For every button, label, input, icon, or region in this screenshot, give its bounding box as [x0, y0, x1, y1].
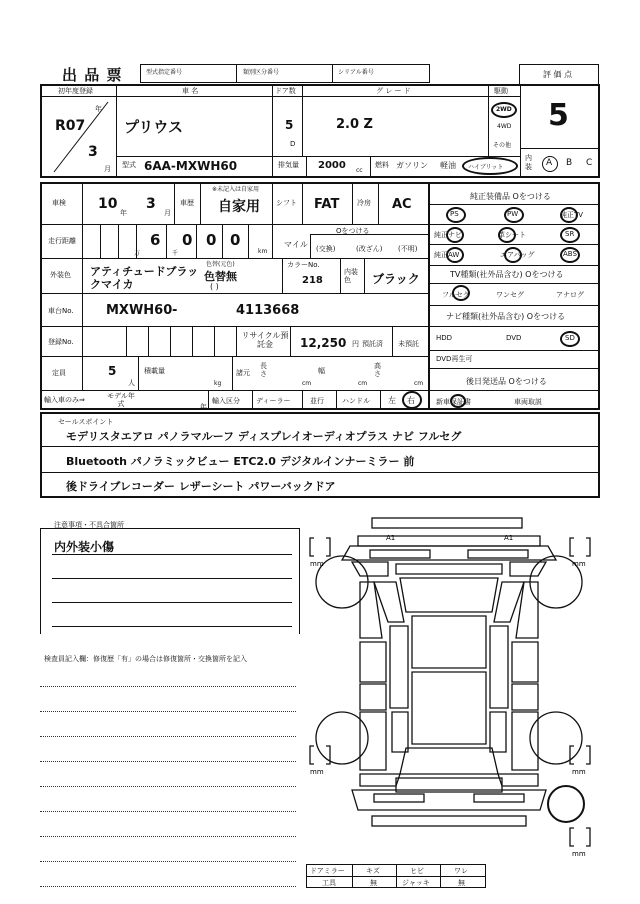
mileage-digit-6: 0	[230, 231, 241, 249]
import-dealer: ディーラー	[256, 397, 291, 405]
doors-label: ドア数	[275, 87, 296, 95]
model-value: 6AA-MXWH60	[144, 159, 238, 173]
height-label: 高さ	[374, 362, 381, 378]
mileage-digit-5: 0	[206, 231, 217, 249]
inspection-month: 3	[146, 196, 156, 212]
interior-label: 内装	[525, 154, 532, 171]
car-name-label: 車 名	[182, 87, 199, 95]
interior-color-value: ブラック	[372, 272, 420, 286]
dims-label: 諸元	[236, 369, 250, 377]
color-change-paren: ( )	[210, 282, 219, 291]
handle-right: 右	[407, 396, 415, 405]
registration-label: 登録No.	[48, 338, 74, 346]
color-original-label: 色替(元色)	[206, 261, 235, 268]
import-parallel: 並行	[310, 397, 324, 405]
tv-fullseg: フルセグ	[442, 291, 470, 299]
drive-2wd: 2WD	[496, 106, 512, 113]
displacement-value: 2000	[318, 160, 346, 171]
sales-points-label: セールスポイント	[58, 418, 114, 426]
drive-label: 駆動	[494, 87, 508, 95]
mm-label-front-left: mm	[310, 560, 324, 568]
history-label: 車歴	[180, 199, 194, 207]
color-value: アティチュードブラッ クマイカ	[90, 265, 199, 291]
recycle-paid: 預託済	[362, 340, 383, 348]
color-no-label: カラーNo.	[287, 261, 320, 269]
equip-genuine-aw: 純正AW	[434, 251, 460, 259]
aircon-value: AC	[392, 197, 412, 212]
model-year-unit: 年	[200, 403, 207, 411]
doors-unit: D	[290, 140, 296, 148]
category-label: 類別区分番号	[243, 69, 280, 76]
score-label: 評 価 点	[543, 70, 573, 79]
crack-label: ヒビ	[410, 867, 424, 875]
drive-4wd: 4WD	[497, 123, 512, 130]
mm-label-rear-left: mm	[310, 768, 324, 776]
scratch-label: キズ	[366, 867, 380, 875]
grade-label: グ レ ー ド	[376, 87, 411, 95]
form-title: 出 品 票	[62, 66, 123, 84]
mm-label-rear-right: mm	[572, 768, 586, 776]
fuel-hybrid: ハイブリット	[468, 164, 504, 171]
break-label: ワレ	[454, 867, 468, 875]
man-unit: 万	[134, 250, 141, 257]
load-label: 積載量	[144, 367, 165, 375]
inspection-year: 10	[98, 196, 118, 212]
first-reg-year: R07	[55, 118, 86, 134]
recycle-amount: 12,250	[300, 336, 347, 350]
a1-left-label: A1	[386, 534, 396, 542]
navi-dvd-play: DVD再生可	[436, 355, 473, 363]
equip-airbag: エアバッグ	[500, 251, 535, 259]
history-value: 自家用	[218, 199, 260, 215]
recycle-unpaid: 未預託	[398, 340, 419, 348]
navi-sd: SD	[565, 334, 575, 342]
shift-value: FAT	[314, 197, 340, 212]
capacity-unit: 人	[128, 379, 135, 387]
meter-unknown: (不明)	[398, 245, 418, 253]
width-label: 幅	[318, 367, 325, 375]
model-designation-label: 型式指定番号	[146, 69, 183, 76]
chassis-prefix: MXWH60	[106, 303, 173, 318]
equip-pw: PW	[507, 210, 519, 218]
length-unit: cm	[302, 380, 312, 387]
later-manual: 車両取説	[514, 398, 542, 406]
import-label: 輸入車のみ⇒	[44, 396, 85, 404]
interior-color-label: 内装色	[344, 268, 358, 284]
capacity-value: 5	[108, 364, 117, 378]
fuel-gasoline: ガソリン	[396, 161, 428, 170]
car-name: プリウス	[124, 118, 183, 136]
chassis-dash: -	[172, 303, 178, 318]
score-value: 5	[548, 98, 569, 133]
tv-oneseg: ワンセグ	[496, 291, 524, 299]
notes-label: 注意事項・不具合箇所	[54, 521, 124, 529]
sen-unit: 千	[172, 250, 179, 257]
tv-analog: アナログ	[556, 291, 584, 299]
tv-title: TV種類(社外品含む) Oをつける	[450, 270, 564, 279]
shift-label: シフト	[276, 199, 297, 207]
height-unit: cm	[414, 380, 424, 387]
mm-label-spare: mm	[572, 850, 586, 858]
equip-sr: SR	[565, 230, 575, 238]
displacement-label: 排気量	[278, 161, 299, 169]
history-note: ※未記入は自家用	[212, 186, 260, 193]
later-title: 後日発送品 Oをつける	[466, 377, 547, 386]
notes-text: 内外装小傷	[54, 540, 115, 554]
doors-value: 5	[285, 118, 294, 132]
a1-right-label: A1	[504, 534, 514, 542]
fuel-label: 燃料	[375, 161, 389, 169]
sales-line-2: Bluetooth パノラミックビュー ETC2.0 デジタルインナーミラー 前	[66, 455, 415, 468]
model-label: 型式	[122, 161, 136, 169]
door-mirror-label: ドアミラー	[310, 867, 345, 875]
first-reg-month: 3	[88, 144, 98, 160]
month-unit: 月	[104, 165, 111, 173]
sales-line-3: 後ドライブレコーダー レザーシート パワーバックドア	[66, 480, 336, 493]
capacity-label: 定員	[52, 369, 66, 377]
km-unit: km	[258, 248, 268, 255]
mileage-digit-3: 6	[150, 231, 161, 249]
fuel-light-oil: 軽油	[440, 161, 456, 170]
serial-label: シリアル番号	[338, 69, 374, 76]
first-reg-label: 初年度登録	[58, 87, 93, 95]
interior-c: C	[586, 158, 593, 168]
tools-value: 無	[370, 879, 377, 887]
mile-label: マイル	[284, 240, 308, 249]
mm-label-front-right: mm	[572, 560, 586, 568]
jack-value: 無	[458, 879, 465, 887]
sales-line-1: モデリスタエアロ パノラマルーフ ディスプレイオーディオプラス ナビ フルセグ	[66, 430, 462, 443]
car-damage-diagram	[300, 512, 600, 864]
handle-label: ハンドル	[342, 397, 370, 405]
model-year-label: モデル年式	[107, 392, 135, 408]
recycle-label: リサイクル預託金	[241, 331, 289, 349]
color-change: 色替無	[204, 270, 237, 283]
inspection-month-unit: 月	[164, 209, 171, 217]
year-unit: 年	[95, 105, 102, 113]
handle-left: 左	[388, 396, 396, 405]
interior-a: A	[546, 158, 553, 168]
displacement-unit: cc	[356, 167, 363, 174]
meter-tamper: (改ざん)	[356, 245, 383, 253]
later-new-warranty: 新車保証書	[436, 398, 471, 406]
length-label: 長さ	[260, 362, 267, 378]
color-no-value: 218	[302, 275, 323, 286]
navi-title: ナビ種類(社外品含む) Oをつける	[446, 312, 566, 321]
drive-other: その他	[493, 142, 512, 149]
load-unit: kg	[214, 380, 222, 387]
meter-circle-note: Oをつける	[336, 227, 370, 235]
equip-leather: 革シート	[498, 231, 526, 239]
inspector-label: 検査員記入欄：修復歴「有」の場合は修復箇所・交換箇所を記入	[44, 655, 247, 663]
aircon-label: 冷房	[357, 199, 371, 207]
chassis-label: 車台No.	[48, 307, 74, 315]
navi-dvd: DVD	[506, 334, 522, 342]
inspection-label: 車検	[52, 199, 66, 207]
recycle-unit: 円	[352, 340, 359, 348]
grade-value: 2.0 Z	[336, 117, 373, 132]
interior-b: B	[566, 158, 573, 168]
tools-label: 工具	[322, 879, 336, 887]
import-category-label: 輸入区分	[212, 397, 240, 405]
equip-ps: PS	[450, 210, 459, 218]
width-unit: cm	[358, 380, 368, 387]
equip-abs: ABS	[563, 250, 577, 258]
meter-swap: (交換)	[316, 245, 336, 253]
equip-genuine-tv: 純正TV	[560, 211, 584, 219]
jack-label: ジャッキ	[402, 879, 430, 887]
color-label: 外装色	[50, 271, 71, 279]
header-id-row	[140, 64, 430, 83]
navi-hdd: HDD	[436, 334, 453, 342]
mileage-digit-4: 0	[182, 231, 193, 249]
inspection-year-unit: 年	[120, 209, 127, 217]
chassis-no: 4113668	[236, 303, 300, 318]
mileage-label: 走行距離	[48, 237, 76, 245]
genuine-title: 純正装備品 Oをつける	[470, 192, 551, 201]
equip-genuine-navi: 純正ナビ	[434, 231, 462, 239]
